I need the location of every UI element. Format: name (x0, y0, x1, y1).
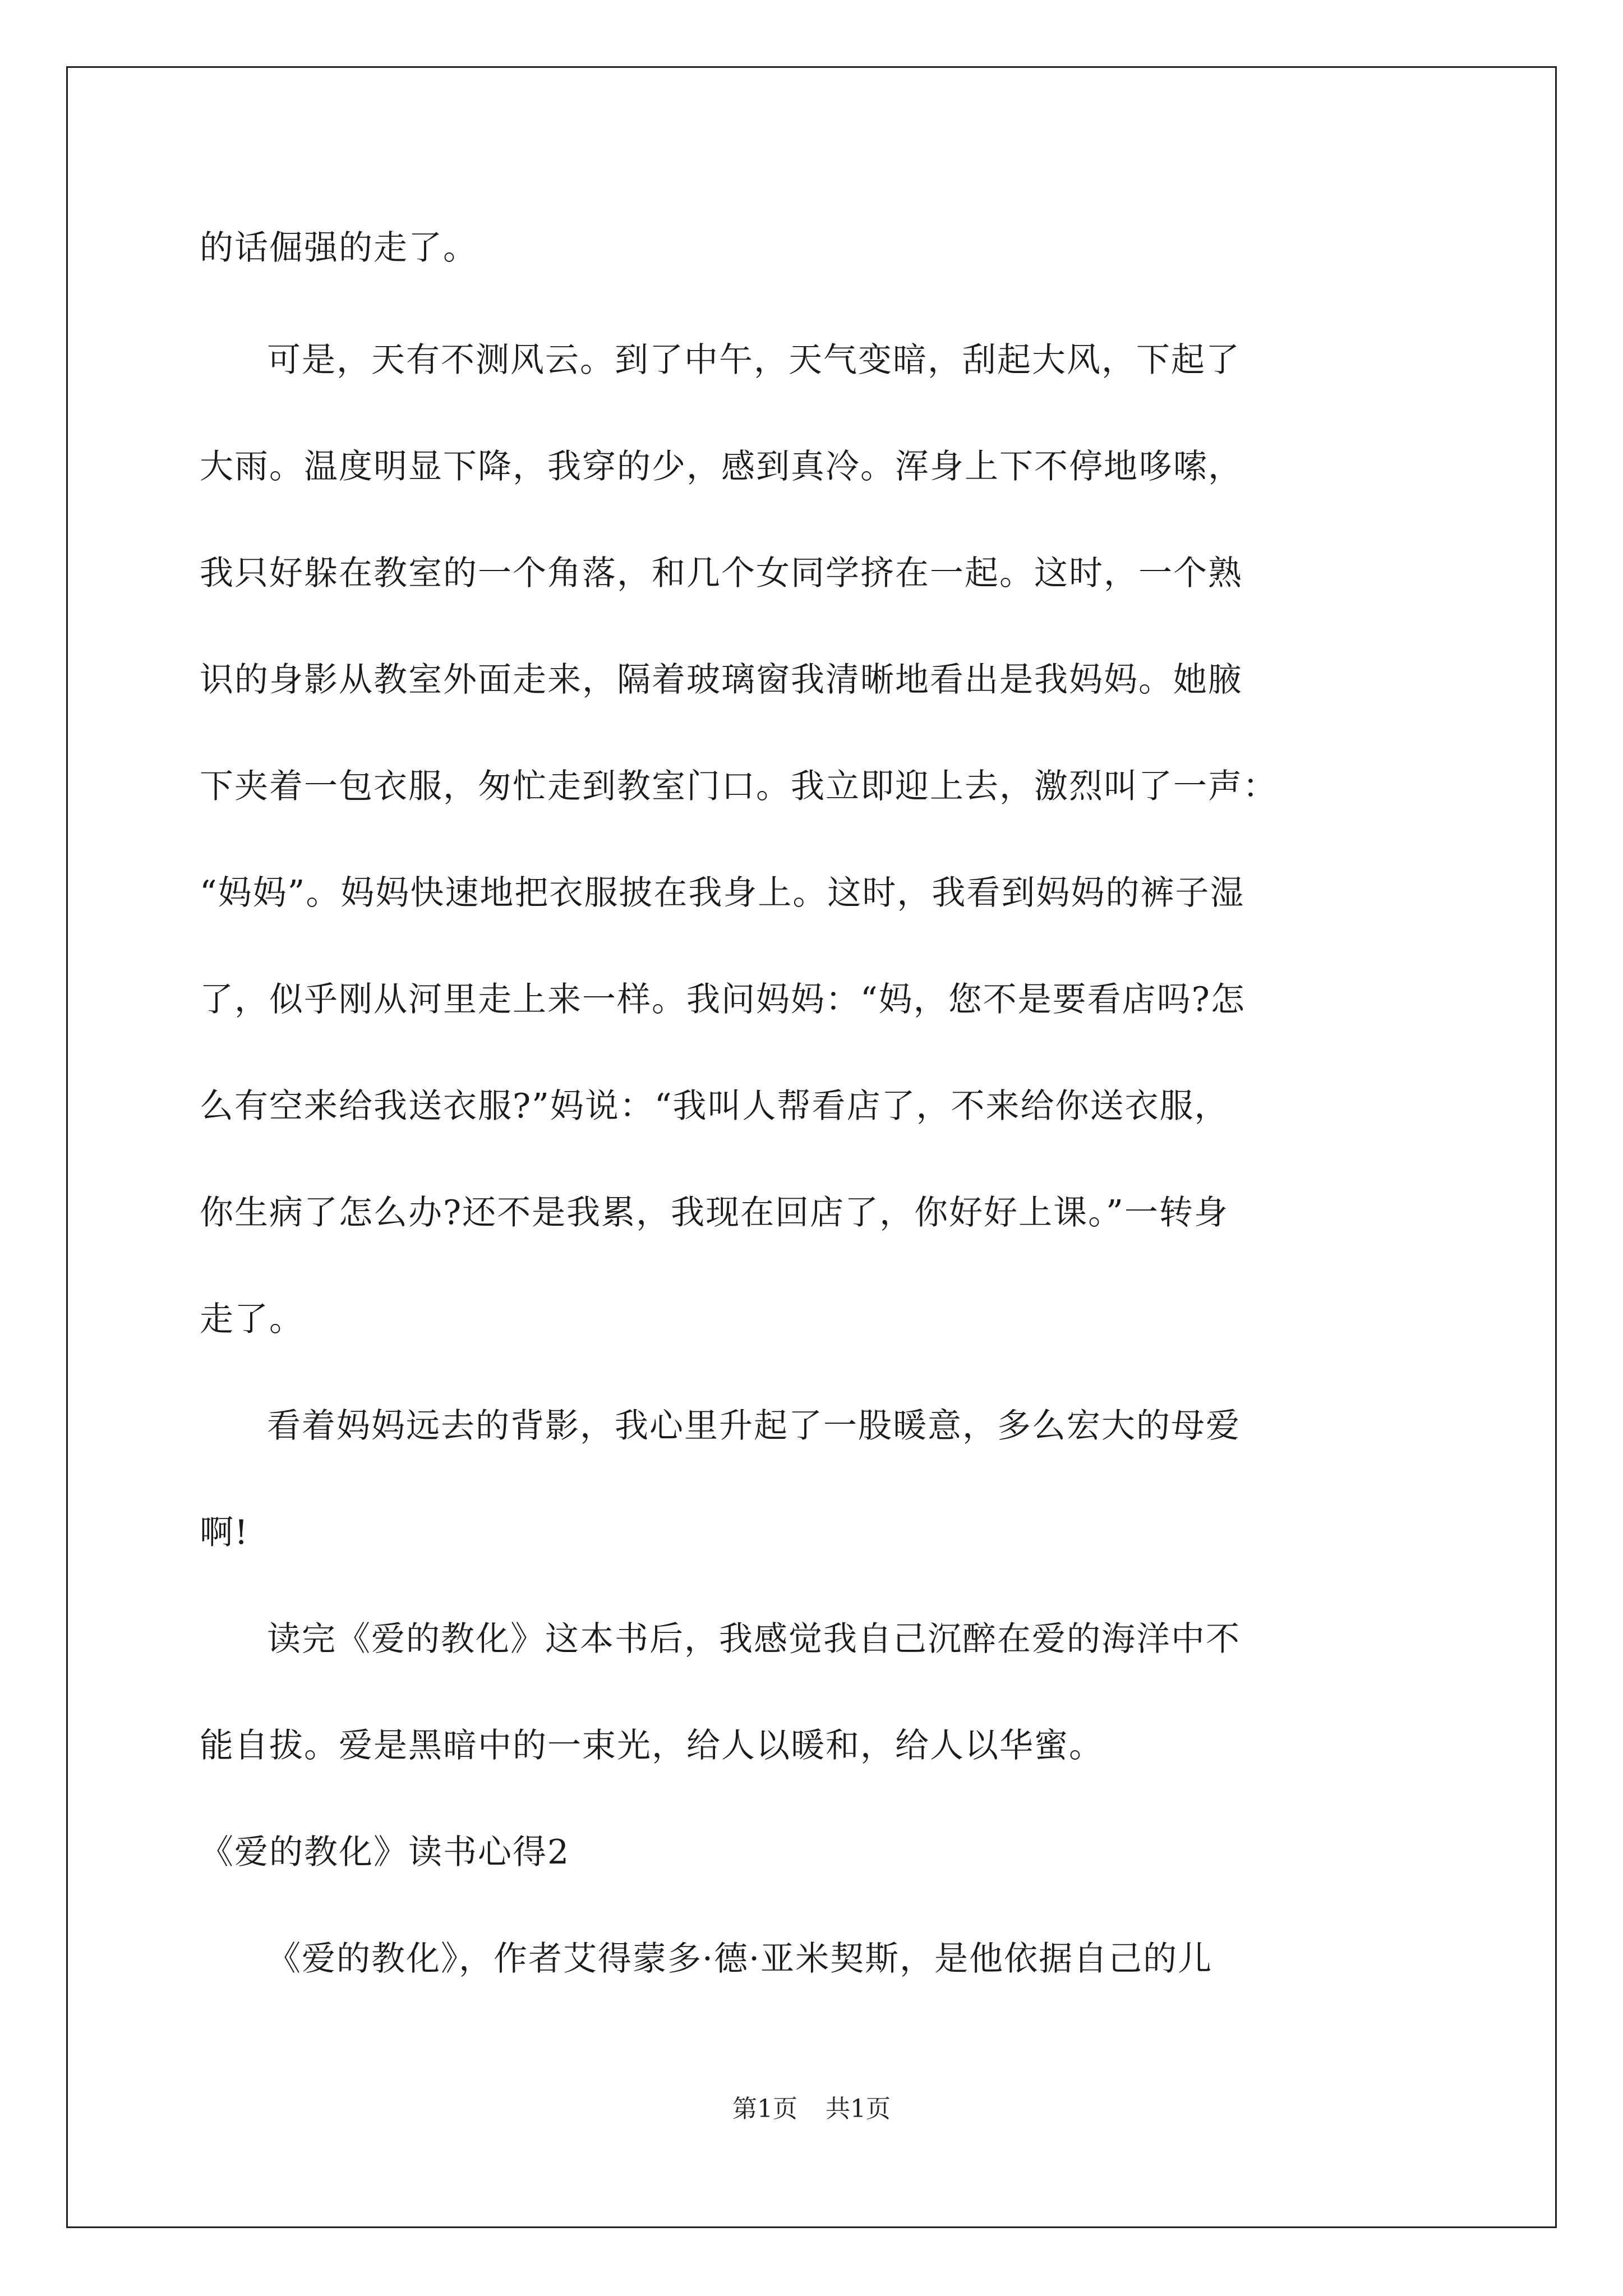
text-line: 大雨。温度明显下降，我穿的少，感到真冷。浑身上下不停地哆嗦， (200, 447, 1243, 486)
text-line: 了，似乎刚从河里走上来一样。我问妈妈：“妈，您不是要看店吗?怎 (200, 980, 1246, 1019)
text-line: 走了。 (200, 1300, 304, 1339)
page-number: 第1页 (732, 2095, 797, 2123)
text-line: 《爱的教化》，作者艾得蒙多·德·亚米契斯，是他依据自己的儿 (267, 1939, 1213, 1978)
page-footer (0, 2092, 1623, 2126)
section-heading: 《爱的教化》读书心得2 (200, 1833, 570, 1872)
text-line: 读完《爱的教化》这本书后，我感觉我自己沉醉在爱的海洋中不 (267, 1619, 1241, 1659)
text-line: 我只好躲在教室的一个角落，和几个女同学挤在一起。这时，一个熟 (200, 554, 1243, 593)
text-line: 看着妈妈远去的背影，我心里升起了一股暖意，多么宏大的母爱 (267, 1406, 1241, 1446)
text-line: 的话倔强的走了。 (200, 228, 478, 268)
text-line: 识的身影从教室外面走来，隔着玻璃窗我清晰地看出是我妈妈。她腋 (200, 660, 1243, 700)
text-line: 么有空来给我送衣服?”妈说：“我叫人帮看店了，不来给你送衣服， (200, 1087, 1229, 1126)
text-line: 你生病了怎么办?还不是我累，我现在回店了，你好好上课。”一转身 (200, 1193, 1229, 1232)
page-total: 共1页 (826, 2095, 891, 2123)
text-line: 啊! (200, 1513, 250, 1552)
text-line: “妈妈”。妈妈快速地把衣服披在我身上。这时，我看到妈妈的裤子湿 (200, 873, 1245, 913)
text-line: 可是，天有不测风云。到了中午，天气变暗，刮起大风，下起了 (267, 341, 1241, 380)
page-border (66, 66, 1557, 2228)
text-line: 下夹着一包衣服，匆忙走到教室门口。我立即迎上去，激烈叫了一声： (200, 767, 1278, 806)
text-line: 能自拔。爱是黑暗中的一束光，给人以暖和，给人以华蜜。 (200, 1726, 1104, 1765)
